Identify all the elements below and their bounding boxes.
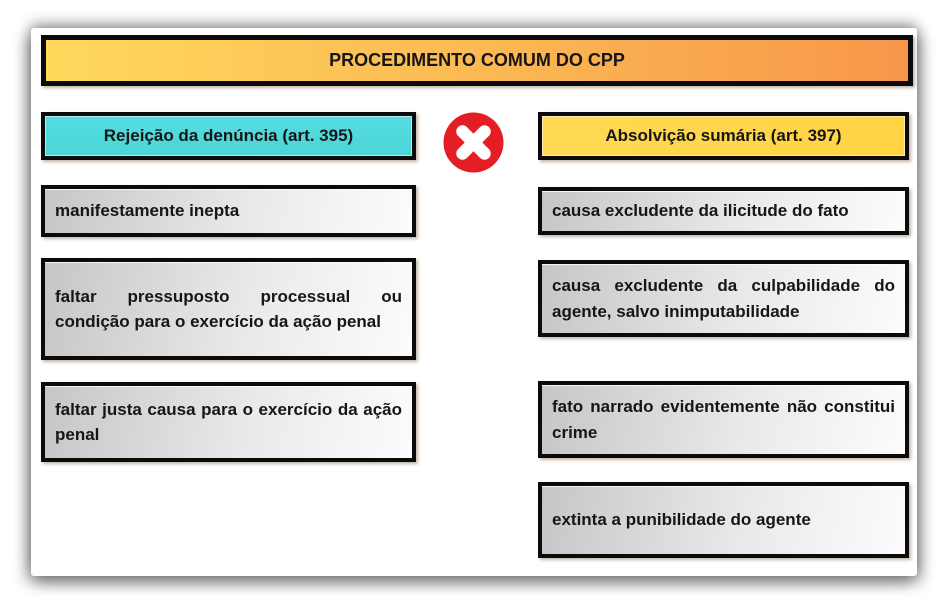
left-item-2-text: faltar justa causa para o exercício da ação penal — [55, 399, 402, 444]
right-item-1-text: causa excludente da culpabilidade do agente, salvo inimputabilidade — [552, 276, 895, 321]
left-item-0 — [41, 185, 416, 237]
left-item-1 — [41, 258, 416, 360]
page-sheet — [31, 28, 917, 576]
right-column-header-label: Absolvição sumária (art. 397) — [605, 126, 842, 145]
left-item-1-text: faltar pressuposto processual ou condição para o exercício da ação penal — [55, 286, 402, 331]
x-circle-icon — [443, 112, 504, 173]
left-item-2 — [41, 382, 416, 462]
diagram-title: PROCEDIMENTO COMUM DO CPP — [329, 50, 625, 70]
right-item-2-text: fato narrado evidentemente não constitui crime — [552, 397, 895, 442]
right-column-header — [538, 112, 909, 160]
x-circle-icon-svg — [443, 112, 504, 173]
right-item-3 — [538, 482, 909, 558]
right-item-1 — [538, 260, 909, 337]
diagram-title-bar — [41, 35, 913, 86]
right-item-3-text: extinta a punibilidade do agente — [552, 510, 811, 530]
right-item-0 — [538, 187, 909, 235]
left-column-header-label: Rejeição da denúncia (art. 395) — [103, 126, 354, 145]
left-column-header — [41, 112, 416, 160]
right-item-0-text: causa excludente da ilicitude do fato — [552, 201, 849, 221]
left-item-0-text: manifestamente inepta — [55, 201, 240, 221]
right-item-2 — [538, 381, 909, 458]
